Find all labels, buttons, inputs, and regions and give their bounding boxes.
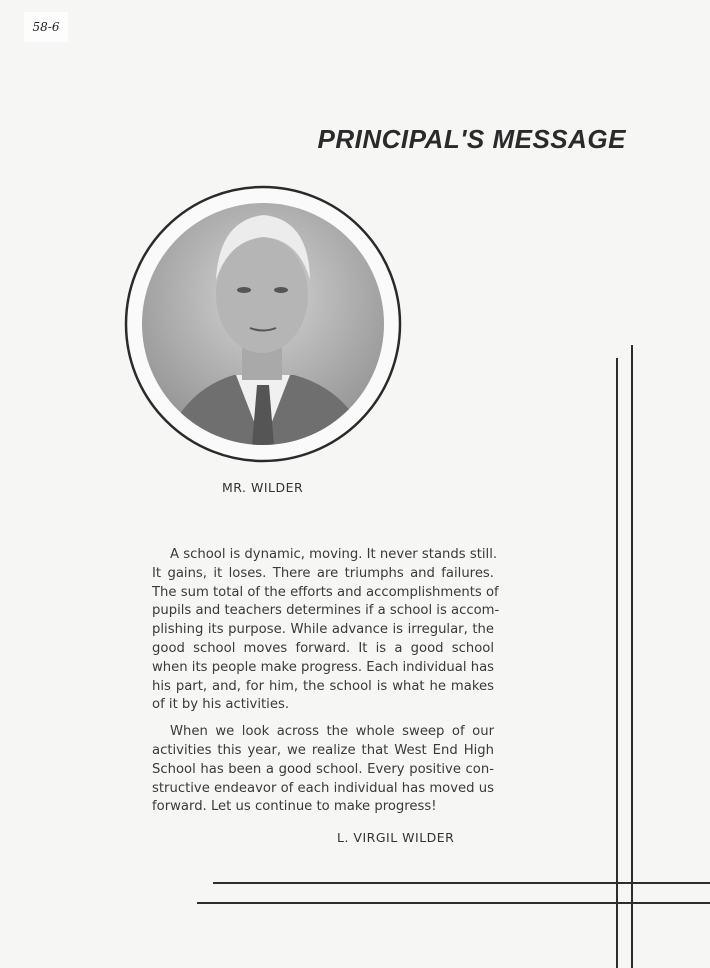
page-title: PRINCIPAL'S MESSAGE — [317, 124, 626, 154]
horizontal-rule-lower — [197, 902, 710, 904]
text-line: School has been a good school. Every positive con- — [152, 761, 494, 777]
text-line: structive endeavor of each individual has moved us — [152, 780, 494, 796]
vertical-rule-right — [631, 345, 633, 968]
message-paragraph-1 — [152, 546, 500, 715]
horizontal-rule-upper — [213, 882, 710, 884]
text-line: of it by his activities. — [152, 697, 290, 713]
signature: L. VIRGIL WILDER — [337, 830, 455, 845]
text-line: It gains, it loses. There are triumphs and failures. — [152, 565, 494, 581]
principal-portrait — [124, 185, 402, 463]
text-line: forward. Let us continue to make progress! — [152, 799, 437, 815]
text-line: activities this year, we realize that West End High — [152, 742, 494, 758]
text-line: When we look across the whole sweep of our — [170, 724, 494, 740]
text-line: The sum total of the efforts and accomplishments of — [152, 584, 499, 600]
text-line: his part, and, for him, the school is what he makes — [152, 678, 494, 694]
text-line: good school moves forward. It is a good school — [152, 640, 494, 656]
page-tag: 58-6 — [24, 12, 68, 42]
vertical-rule-left — [616, 358, 618, 968]
message-body — [152, 546, 500, 817]
text-line: A school is dynamic, moving. It never stands still. — [170, 547, 498, 562]
photo-caption: MR. WILDER — [222, 480, 304, 495]
text-line: when its people make progress. Each individual has — [152, 659, 495, 675]
text-line: pupils and teachers determines if a school is accom- — [152, 603, 500, 619]
text-line: plishing its purpose. While advance is irregular, the — [152, 622, 494, 638]
message-paragraph-2 — [152, 723, 494, 817]
